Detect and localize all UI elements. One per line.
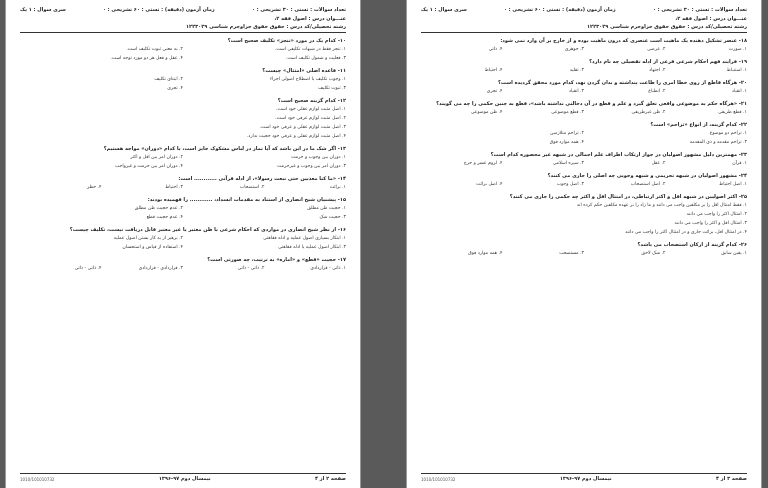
question-text: ۲۲- کدام گزینه، از انواع «تزاحم» است؟ bbox=[650, 122, 747, 128]
options-group bbox=[20, 45, 346, 63]
answer-option: ۱. استنباط bbox=[726, 68, 747, 73]
answer-option: ۴. حظر bbox=[86, 185, 102, 190]
term-label: نیمسال دوم ۹۷-۱۳۹۶ bbox=[559, 476, 612, 482]
answer-option: ۲. استصحاب bbox=[239, 185, 265, 190]
field-code: رشته تحصیلی/کد درس : حقوق حقوق جزاوجرم شناسی ۱۲۲۳۰۲۹ bbox=[421, 23, 747, 33]
answer-option: ۱. ابتکار بسیاری اصول عملیه و ادله فقاهتی bbox=[263, 236, 346, 241]
answer-option: ۳. سیره اسلامی bbox=[552, 161, 584, 166]
answer-option: ۱. یقین سابق bbox=[721, 251, 747, 256]
answer-option: ۴. تجری bbox=[486, 89, 503, 94]
answer-option: ۱. ذاتی - قراردادی bbox=[310, 266, 346, 271]
answer-option: ۱. برائت bbox=[329, 185, 346, 190]
options-group bbox=[20, 105, 346, 141]
question-list bbox=[421, 38, 747, 258]
options-group bbox=[20, 183, 346, 192]
answer-option: ۲. اصل مثبت لوازم عرفی خود است. bbox=[275, 116, 346, 121]
answer-option: ۴. عدم حجیت قطع bbox=[146, 215, 183, 220]
page-footer bbox=[421, 473, 747, 484]
question-text: ۱۹- فرایند فهم احکام شرعی فرعی از ادله تفصیلی چه نام دارد؟ bbox=[589, 59, 747, 65]
answer-option: ۳. احتیاط bbox=[165, 185, 183, 190]
options-group bbox=[421, 108, 747, 117]
options-group bbox=[421, 66, 747, 75]
answer-option: ۴. عقل و فعل هر دو مورد توجه است. bbox=[110, 56, 183, 61]
answer-option: ۱. اصل احتیاط bbox=[718, 182, 747, 187]
answer-option: ۴. استفاده از قیاس و استحسان bbox=[122, 245, 183, 250]
answer-option: ۱. تنجز فقط در شبهات تکلیفی است. bbox=[274, 47, 346, 52]
question-text: ۱۵- پیشنیان شیخ انصاری از استناد به مقدمات انسداد، ............ را فهمیده بودند: bbox=[147, 197, 346, 203]
options-group bbox=[20, 153, 346, 171]
answer-option: ۳. مستصحب bbox=[559, 251, 584, 256]
course-title: عنـــوان درس : اصول فقه ۲، bbox=[274, 16, 346, 22]
course-title: عنـــوان درس : اصول فقه ۲، bbox=[675, 16, 747, 22]
page-content bbox=[421, 6, 747, 482]
answer-option: ۱. اصل مثبت لوازم عقلی خود است. bbox=[276, 107, 346, 112]
answer-option: ۴. اصل مثبت لوازم عقلی و عرفی خود حجیت ندارد. bbox=[246, 134, 346, 139]
page-code: 1010/101010732 bbox=[20, 476, 55, 482]
answer-option: ۳. فعلیت و شمول تکلیف است. bbox=[285, 56, 346, 61]
answer-option: ۲. ظن غیرطریقی bbox=[631, 110, 666, 115]
options-group bbox=[20, 264, 346, 273]
exam-page-right bbox=[406, 0, 762, 488]
answer-option: ۳. تزاحم مقدمه و ذی المقدمه bbox=[689, 140, 747, 145]
question-text: ۱۲- کدام گزینه صحیح است؟ bbox=[277, 98, 346, 104]
answer-option: ۴. ظن موضوعی bbox=[470, 110, 503, 115]
options-group bbox=[20, 75, 346, 93]
options-group bbox=[421, 201, 747, 237]
answer-option: ۲. شک لاحق bbox=[641, 251, 666, 256]
options-group bbox=[421, 249, 747, 258]
page-code: 1010/101010732 bbox=[421, 476, 456, 482]
answer-option: ۱. وجوب تکلیف با اصطلاح اصولی اجزاء bbox=[269, 77, 346, 82]
answer-option: ۳. ابتکار اصول عملیه یا ادله فقاهتی bbox=[278, 245, 346, 250]
answer-option: ۱. صورت bbox=[728, 47, 747, 52]
answer-option: ۳. جوهری bbox=[564, 47, 584, 52]
question-text: ۲۳- مهمترین دلیل مشهور اصولیان در جواز ارتکاب اطراف علم اجمالی در شبهه غیر محصوره کدام است؟ bbox=[490, 152, 747, 158]
answer-option: ۳. امتثال اقل و اکثر را واجب می دانند bbox=[674, 221, 747, 226]
answer-option: ۲. عقل bbox=[651, 161, 666, 166]
answer-option: ۲. ابتنای تکلیف bbox=[154, 77, 183, 82]
field-code: رشته تحصیلی/کد درس : حقوق حقوق جزاوجرم شناسی ۱۲۲۳۰۲۹ bbox=[20, 23, 346, 33]
options-group bbox=[421, 159, 747, 168]
question-text: ۲۶- کدام گزینه از ارکان استصحاب می باشد؟ bbox=[637, 242, 747, 248]
answer-option: ۳. ثبوت تکلیف bbox=[318, 86, 346, 91]
series-label: سری سوال : ۱ یک bbox=[421, 7, 467, 13]
answer-option: ۱. دوران بین وجوب و حرمت bbox=[291, 155, 346, 160]
answer-option: ۳. اصل وجوب bbox=[556, 182, 584, 187]
answer-option: ۴. اصل برائت bbox=[476, 182, 503, 187]
answer-option: ۴. ذاتی bbox=[488, 47, 503, 52]
options-group bbox=[20, 234, 346, 252]
question-text: ۱۱- قاعده اصلی «امتثال» چیست؟ bbox=[262, 68, 346, 74]
options-group bbox=[421, 180, 747, 189]
answer-option: ۱. فقط امتثال اقل را بر مکلفین واجب می دانند و ما زاد را بر عهده مکلفین حکم کرده اند bbox=[576, 203, 747, 208]
answer-option: ۴. دوران امر بین حرمت و غیرواجب bbox=[115, 164, 183, 169]
series-label: سری سوال : ۱ یک bbox=[20, 7, 66, 13]
question-text: ۲۴- مشهور اصولیان در شبهه تحریمی و شبهه وجوبی چه اصلی را جاری می کنند؟ bbox=[547, 173, 747, 179]
question-text: ۲۵- اکثر اصولیین در شبهه اقل و اکثر ارتباطی، در امتثال اقل و اکثر چه حکمی را جاری می کنند؟ bbox=[509, 194, 747, 200]
answer-option: ۱. حجیت ظن مطلق bbox=[307, 206, 346, 211]
questions-count: تعداد سوالات : تستی : ۳۰ تشریحی : ۰ bbox=[251, 7, 346, 13]
answer-option: ۲. ذاتی - ذاتی bbox=[237, 266, 265, 271]
question-text: ۱۷- حجیت «قطع» و «اماره» به ترتیب، چه صورتی است؟ bbox=[207, 257, 346, 263]
answer-option: ۴. لزوم عسر و حرج bbox=[463, 161, 503, 166]
options-group bbox=[421, 129, 747, 147]
answer-option: ۳. انقیاد bbox=[568, 89, 584, 94]
answer-option: ۴. تجری bbox=[167, 86, 183, 91]
options-group bbox=[20, 204, 346, 222]
answer-option: ۴. احتیاط bbox=[484, 68, 503, 73]
answer-option: ۳. تقلید bbox=[569, 68, 584, 73]
answer-option: ۲. برهیز از به کار بستن اصول عملیه bbox=[113, 236, 183, 241]
answer-option: ۲. اصل استصحاب bbox=[630, 182, 666, 187]
answer-option: ۴. در امتثال اقل، برائت جاری و در امتثال اکثر را واجب می دانند bbox=[625, 230, 747, 235]
question-text: ۲۰- هرگاه قاطع از روی خطا امری را طاعت پنداشته و بدان گردن نهد، کدام مورد محقق گردیده است؟ bbox=[498, 80, 747, 86]
exam-page-left bbox=[5, 0, 361, 488]
question-text: ۱۴- «ما کنا معذبین حتی نبعث رسولا»، از ادله قرآنی ............ است: bbox=[178, 176, 346, 182]
exam-time: زمان آزمون (دقیقه) : تستی : ۶۰ تشریحی : ۰ bbox=[503, 7, 616, 13]
answer-option: ۳. قطع موضوعی bbox=[551, 110, 584, 115]
answer-option: ۱. تزاحم دو موضوع bbox=[709, 131, 747, 136]
answer-option: ۴. همه موارد فوق bbox=[549, 140, 584, 145]
answer-option: ۳. حجیت شک bbox=[319, 215, 346, 220]
question-list bbox=[20, 38, 346, 273]
header-info bbox=[421, 6, 747, 15]
answer-option: ۱. قرآن bbox=[732, 161, 747, 166]
answer-option: ۲. عرضی bbox=[647, 47, 666, 52]
answer-option: ۴. ذاتی - ذاتی bbox=[74, 266, 102, 271]
question-text: ۱۶- از نظر شیخ انصاری در مواردی که احکام شرعی با ظن معتبر یا غیر معتبر قابل دریافت نیست، تکلیف چیست؟ bbox=[69, 227, 346, 233]
page-number: صفحه ۳ از ۴ bbox=[715, 476, 747, 482]
answer-option: ۳. دوران امر بین وجوب و غیرحرمت bbox=[277, 164, 346, 169]
answer-option: ۲. امتثال اکثر را واجب می دانند bbox=[686, 212, 747, 217]
answer-option: ۲. تزاحم متلازمین bbox=[550, 131, 584, 136]
answer-option: ۱. قطع طریقی bbox=[718, 110, 747, 115]
answer-option: ۳. قراردادی - قراردادی bbox=[138, 266, 183, 271]
answer-option: ۱. انقیاد bbox=[731, 89, 747, 94]
exam-time: زمان آزمون (دقیقه) : تستی : ۶۰ تشریحی : ۰ bbox=[102, 7, 215, 13]
answer-option: ۴. همه موارد فوق bbox=[468, 251, 503, 256]
answer-option: ۲. اجتهاد bbox=[649, 68, 666, 73]
page-content bbox=[20, 6, 346, 482]
page-footer bbox=[20, 473, 346, 484]
question-text: ۲۱- «هرگاه حکم به موضوعی واقعی تعلق گیرد و علم و قطع در آن دخالتی نداشته باشد»، قطع به چنین حکمی را چه می گویند؟ bbox=[436, 101, 747, 107]
answer-option: ۳. اصل مثبت لوازم عقلی و عرفی خود است. bbox=[259, 125, 346, 130]
header-info bbox=[20, 6, 346, 15]
question-text: ۱۰- کدام یک در مورد «تنجز» تکلیف صحیح است؟ bbox=[227, 38, 346, 44]
options-group bbox=[421, 87, 747, 96]
question-text: ۱۸- عنصر تشکیل دهنده یک ماهیت است عنصری که درون ماهیت بوده و از خارج بر آن وارد نمی شود: bbox=[500, 38, 747, 44]
answer-option: ۲. عدم حجیت ظن مطلق bbox=[134, 206, 183, 211]
page-number: صفحه ۲ از ۴ bbox=[314, 476, 346, 482]
questions-count: تعداد سوالات : تستی : ۳۰ تشریحی : ۰ bbox=[652, 7, 747, 13]
options-group bbox=[421, 45, 747, 54]
question-text: ۱۳- اگر شک ما در این باشد که آیا نماز در لباس مشکوک جایز است، با کدام «دوران» مواجه هستیم؟ bbox=[103, 146, 346, 152]
answer-option: ۲. به معنی ثبوت تکلیف است. bbox=[126, 47, 183, 52]
answer-option: ۲. انطباع bbox=[648, 89, 666, 94]
term-label: نیمسال دوم ۹۷-۱۳۹۶ bbox=[158, 476, 211, 482]
answer-option: ۲. دوران امر بین اقل و اکثر bbox=[130, 155, 183, 160]
